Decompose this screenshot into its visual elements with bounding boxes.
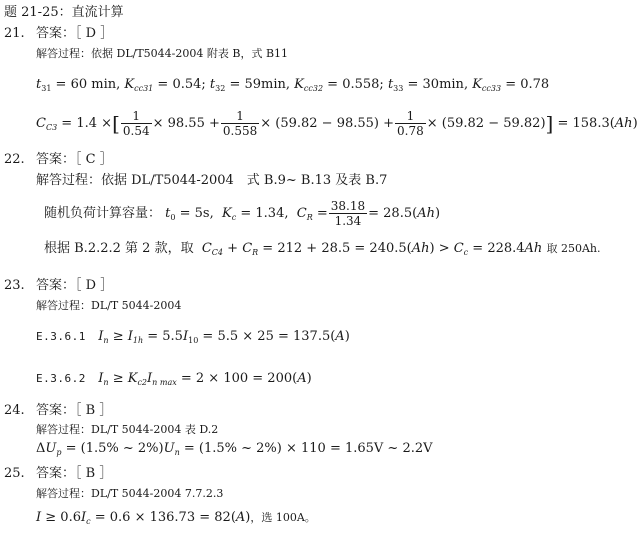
q22-t0: 5s xyxy=(194,206,210,221)
q22-process: 解答过程：依据 DL/T5044-2004 式 B.9~ B.13 及表 B.7 xyxy=(36,173,388,188)
q21-t32: 59min xyxy=(244,77,286,92)
q24-expr: (1.5% ~ 2%) × 110 = 1.65V ~ 2.2V xyxy=(198,441,433,456)
q24-formula: $\Delta U_p = (1.5\%$ ~ $2\%)U_n = (1.5\%$ ~ 2%) × 110 = 1.65V ~ 2.2V xyxy=(36,441,433,457)
q21-kcc31: 0.54 xyxy=(172,77,202,92)
q22-kc: 1.34 xyxy=(255,206,285,221)
q21-term2: (59.82 − 98.55) xyxy=(275,116,379,131)
q21-frac1: $\frac{1}{0.54}$ xyxy=(122,109,150,138)
q22-sum-expr: 212 + 28.5 = 240.5 xyxy=(277,241,407,256)
q21-kcc33: 0.78 xyxy=(520,77,550,92)
q21-t31: 60 min xyxy=(70,77,117,92)
q21-params: $t_{31} = 60$ min, $K_{cc31} = 0.54$; $t_{32} = 59\min$, $K_{cc32} = 0.558$; $t_{33} = 30\min$, $K_{cc33} = 0.78$ xyxy=(36,77,550,93)
q21-number: 21. xyxy=(4,26,25,41)
q23-answer: 答案：［ D ］ xyxy=(36,278,114,293)
q22-cr-frac: $\frac{38.18}{1.34}$ xyxy=(330,199,366,228)
q25-expr: 0.6 × 136.73 = 82 xyxy=(109,510,231,525)
q23-expr2: 2 × 100 = 200 xyxy=(195,371,293,386)
q21-result: 158.3 xyxy=(572,116,610,131)
q25-number: 25. xyxy=(4,466,25,481)
q22-answer: 答案：［ C ］ xyxy=(36,152,113,167)
q21-formula: $C_{C3} = 1.4$ ×[ $\frac{1}{0.54}$ × 98.55 + $\frac{1}{0.558}$ × (59.82 − 98.55) + $\frac{1}{0.78}$ × (59.82 − 59.82)] = 158.3(Ah) xyxy=(36,109,638,138)
q25-process: 解答过程：DL/T 5044-2004 7.7.2.3 xyxy=(36,487,224,500)
q21-frac2: $\frac{1}{0.558}$ xyxy=(222,109,258,138)
q23-number: 23. xyxy=(4,278,25,293)
q21-kcc32: 0.558 xyxy=(342,77,380,92)
section-title: 题 21-25：直流计算 xyxy=(4,5,124,20)
q24-process: 解答过程：DL/T 5044-2004 表 D.2 xyxy=(36,423,219,436)
q22-random-label: 随机负荷计算容量： xyxy=(44,206,162,221)
q22-random-load: 随机负荷计算容量： $t_0 = 5s$, $K_c = 1.34$, $C_R$ = $\frac{38.18}{1.34}$ = 28.5(Ah) xyxy=(44,199,441,228)
q23-clause1: E.3.6.1 xyxy=(36,330,86,343)
q22-clause-text: 根据 B.2.2.2 第 2 款，取 xyxy=(44,241,194,256)
q22-cr-result: 28.5 xyxy=(383,206,413,221)
q25-answer: 答案：［ B ］ xyxy=(36,466,113,481)
q23-line2: E.3.6.2 $I_n \ge K_{c2}I_{n max} = 2 \times 100 = 200(A)$ xyxy=(36,371,312,387)
q21-frac3: $\frac{1}{0.78}$ xyxy=(397,109,424,138)
q21-answer: 答案：［ D ］ xyxy=(36,26,114,41)
q25-choose: ，选 100A。 xyxy=(250,511,316,524)
q21-process: 解答过程：依据 DL/T5044-2004 附表 B，式 B11 xyxy=(36,47,289,60)
q22-number: 22. xyxy=(4,152,25,167)
q23-line1: E.3.6.1 $I_n \ge I_{1h} = 5.5I_{10} = 5.5 \times 25 = 137.5(A)$ xyxy=(36,329,350,345)
q24-number: 24. xyxy=(4,403,25,418)
q21-coef: 1.4 xyxy=(76,116,98,131)
q22-clause-line: 根据 B.2.2.2 第 2 款，取 $C_{C4} + C_R = 212 + 28.5 = 240.5(Ah) > C_c = 228.4Ah$ 取 250Ah. xyxy=(44,241,601,257)
q24-answer: 答案：［ B ］ xyxy=(36,403,113,418)
q23-expr1: 5.5 × 25 = 137.5 xyxy=(217,329,331,344)
q21-term1: 98.55 xyxy=(167,116,205,131)
q23-process: 解答过程：DL/T 5044-2004 xyxy=(36,299,182,312)
q22-cc-value: 228.4 xyxy=(487,241,525,256)
q21-term3: (59.82 − 59.82) xyxy=(441,116,546,131)
q22-take-text: 取 250Ah. xyxy=(546,242,601,255)
q25-formula: $I \ge 0.6I_c = 0.6 \times 136.73 = 82(A)$，选 100A。 xyxy=(36,510,316,526)
q21-t33: 30min xyxy=(422,77,464,92)
q23-clause2: E.3.6.2 xyxy=(36,372,86,385)
